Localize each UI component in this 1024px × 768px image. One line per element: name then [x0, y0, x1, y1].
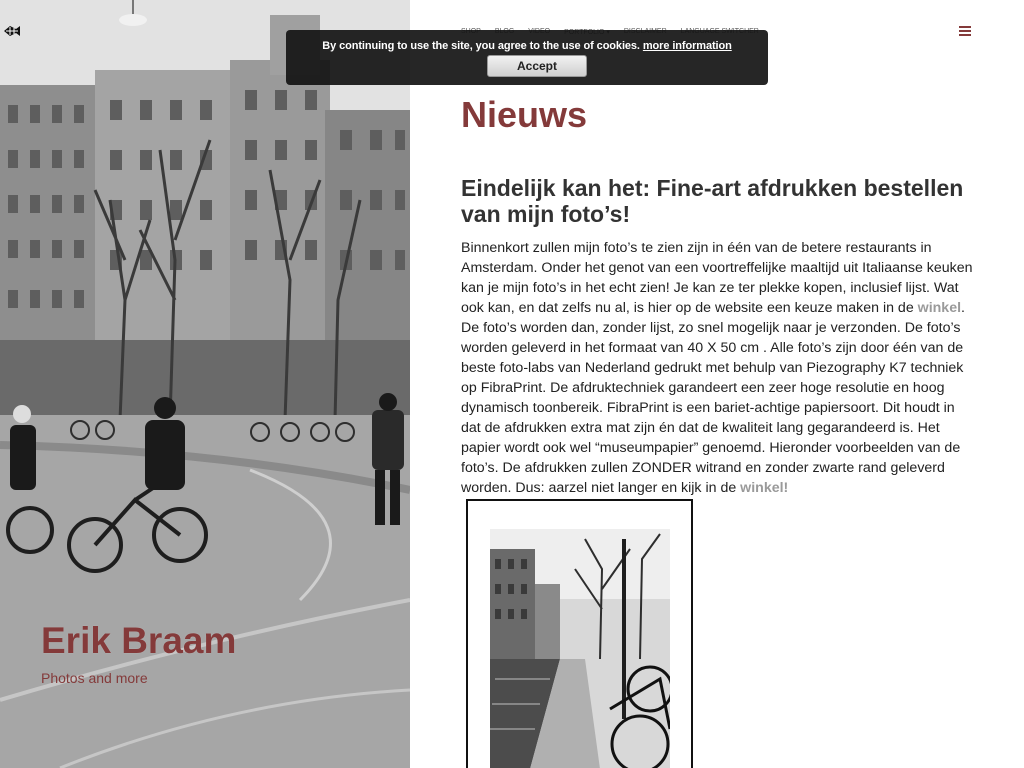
- page-title: Nieuws: [461, 94, 588, 135]
- hero-panel: [0, 0, 410, 768]
- fish-logo-icon[interactable]: [2, 24, 22, 38]
- site-title[interactable]: Erik Braam: [41, 620, 237, 661]
- hamburger-menu-icon[interactable]: [957, 24, 973, 38]
- cookie-message: By continuing to use the site, you agree to the use of cookies.: [322, 40, 640, 52]
- framed-print-photo[interactable]: [466, 499, 693, 768]
- site-tagline: Photos and more: [41, 670, 148, 686]
- shop-link-end[interactable]: winkel!: [740, 480, 789, 496]
- canal-photo: [490, 529, 670, 768]
- cookie-accept-button[interactable]: Accept: [487, 55, 587, 77]
- post-body-text-2: . De foto’s worden dan, zonder lijst, zo snel mogelijk naar je verzonden. De foto’s worden geleverd in het formaat van 40 X 50 cm . Alle foto’s zijn door één van de beste foto-labs van Nederland gedrukt met behulp van Piezography K7 techniek op FibraPrint. De afdruktechniek garandeert een zeer hoge resolutie en hoog dynamisch toonbereik. FibraPrint is een bariet-achtige papiersoort. Dit houdt in dat de afdrukken extra mat zijn én dat de kwaliteit lang gegarandeerd is. Het papier wordt ook wel “museumpapier” genoemd. Hieronder voorbeelden van de foto’s. De afdrukken zullen ZONDER witrand en zonder zwarte rand geleverd worden. Dus: aarzel niet langer en kijk in de: [461, 300, 965, 496]
- shop-link-inline[interactable]: winkel: [917, 300, 962, 316]
- cookie-consent-bar: [286, 30, 768, 85]
- cookie-message-line: [286, 40, 768, 52]
- cookie-more-info-link[interactable]: more information: [642, 40, 732, 52]
- post-title[interactable]: Eindelijk kan het: Fine-art afdrukken bestellen van mijn foto’s!: [461, 175, 964, 227]
- post-body: [461, 238, 976, 498]
- post-body-text-1: Binnenkort zullen mijn foto’s te zien zijn in één van de betere restaurants in Amsterdam. Onder het genot van een voortreffelijke maaltijd uit Italiaanse keuken kan je mijn foto’s in het echt zien! Je kan ze ter plekke kopen, inclusief lijst. Wat ook kan, en dat zelfs nu al, is hier op de website een keuze maken in de: [461, 240, 973, 316]
